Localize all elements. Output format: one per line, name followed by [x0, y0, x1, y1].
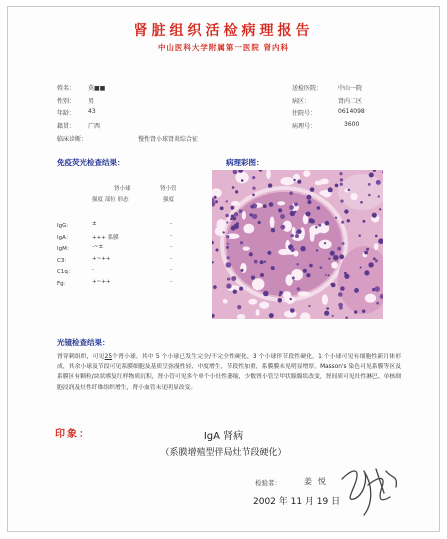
- name-label: 姓名：: [57, 85, 76, 92]
- pathology-label: 病理号：: [292, 123, 317, 130]
- examiner-label: 检验者：: [255, 479, 281, 487]
- histology-photo: [212, 170, 383, 319]
- immuno-row-name: IgM：: [57, 246, 73, 253]
- immuno-row-glom: +~++: [92, 255, 111, 262]
- glomerulus-count: 25: [104, 354, 113, 360]
- microscopy-section-title: 光镜检查结果：: [57, 338, 110, 347]
- immuno-row-glom: +~++: [92, 279, 111, 285]
- report-date: 2002 年 11 月 19 日: [253, 497, 341, 507]
- admission-label: 住院号：: [292, 110, 317, 117]
- admission-value: 0614098: [338, 108, 365, 115]
- age-label: 年龄：: [57, 110, 76, 117]
- immuno-section-title: 免疫荧光检查结果：: [57, 158, 125, 167]
- immuno-row-glom: +++ 系膜: [92, 234, 119, 241]
- immuno-head-sub2: 强度: [163, 197, 175, 203]
- immuno-row-tub: -: [170, 244, 172, 251]
- glomerulus-stain-image: [212, 170, 383, 319]
- sex-value: 男: [88, 98, 95, 105]
- name-value: 莫■■: [88, 85, 106, 92]
- immuno-row-tub: -: [170, 267, 172, 274]
- impression-line2: （系膜增殖型伴局灶节段硬化）: [160, 448, 287, 458]
- sex-label: 性别：: [57, 98, 76, 105]
- clinical-value: 慢性肾小球肾炎综合征: [138, 136, 199, 143]
- handwritten-signature: [334, 457, 404, 519]
- immuno-row-name: IgA：: [57, 234, 72, 241]
- impression-label: 印象：: [55, 429, 91, 440]
- immuno-row-tub: -: [170, 232, 172, 239]
- report-subtitle: 中山医科大学附属第一医院 肾内科: [157, 43, 290, 52]
- immuno-row-glom: -~±: [92, 244, 104, 251]
- hospital-value: 中山一院: [338, 85, 363, 92]
- hospital-label: 送检医院：: [292, 85, 323, 92]
- immuno-head-tub: 肾小管: [160, 186, 177, 192]
- immuno-head-glom: 肾小球: [114, 186, 131, 192]
- clinical-label: 临床诊断：: [57, 136, 88, 143]
- microscopy-text-c: 个肾小球，其中 5 个小球已发生完全/不完全性硬化，3 个小球伴节段性硬化，1 个小球可见有细胞性新月体形成，其余小球及节段可见系膜细胞及基质呈弥漫性轻、中度增生，节段性加重，系膜膜未见明显增厚，Masson's 染色可见系膜等区及系膜区有颗粒/块状嗜复红样物质沉积，肾小管可见多个单个小灶性萎缩，少数肾小管呈甲状腺腺状改变，肾间质可见灶性淋巴、单核细胞浸润及灶性纤维组织增生，肾小血管未见明显改变。: [57, 354, 401, 391]
- immuno-row-name: C3：: [57, 257, 70, 264]
- ward-label: 病区：: [292, 98, 311, 105]
- pathology-value: 3600: [344, 121, 360, 128]
- age-value: 43: [88, 108, 96, 115]
- immuno-head-sub: 强度 部位 形态: [92, 197, 129, 203]
- immuno-row-name: IgG：: [57, 223, 72, 229]
- immuno-row-name: C1q：: [57, 269, 74, 276]
- immuno-row-glom: ±: [92, 221, 97, 227]
- ward-value: 肾内二区: [338, 98, 363, 105]
- examiner-name: 姜悦: [304, 477, 332, 486]
- origin-label: 籍贯：: [57, 123, 76, 130]
- microscopy-text-a: 肾穿刺组织，可见: [57, 354, 105, 360]
- microscopy-text: [57, 352, 401, 393]
- report-title: 肾脏组织活检病理报告: [133, 23, 314, 39]
- immuno-row-tub: -: [170, 221, 172, 227]
- immuno-row-name: Fg：: [57, 281, 70, 287]
- origin-value: 广西: [88, 123, 101, 130]
- impression-line1: IgA 肾病: [203, 431, 244, 442]
- immuno-row-tub: -: [170, 279, 172, 285]
- photo-section-title: 病理彩图：: [226, 158, 264, 167]
- immuno-row-tub: -: [170, 255, 172, 262]
- immuno-row-glom: -: [92, 267, 94, 274]
- report-page: [7, 6, 440, 532]
